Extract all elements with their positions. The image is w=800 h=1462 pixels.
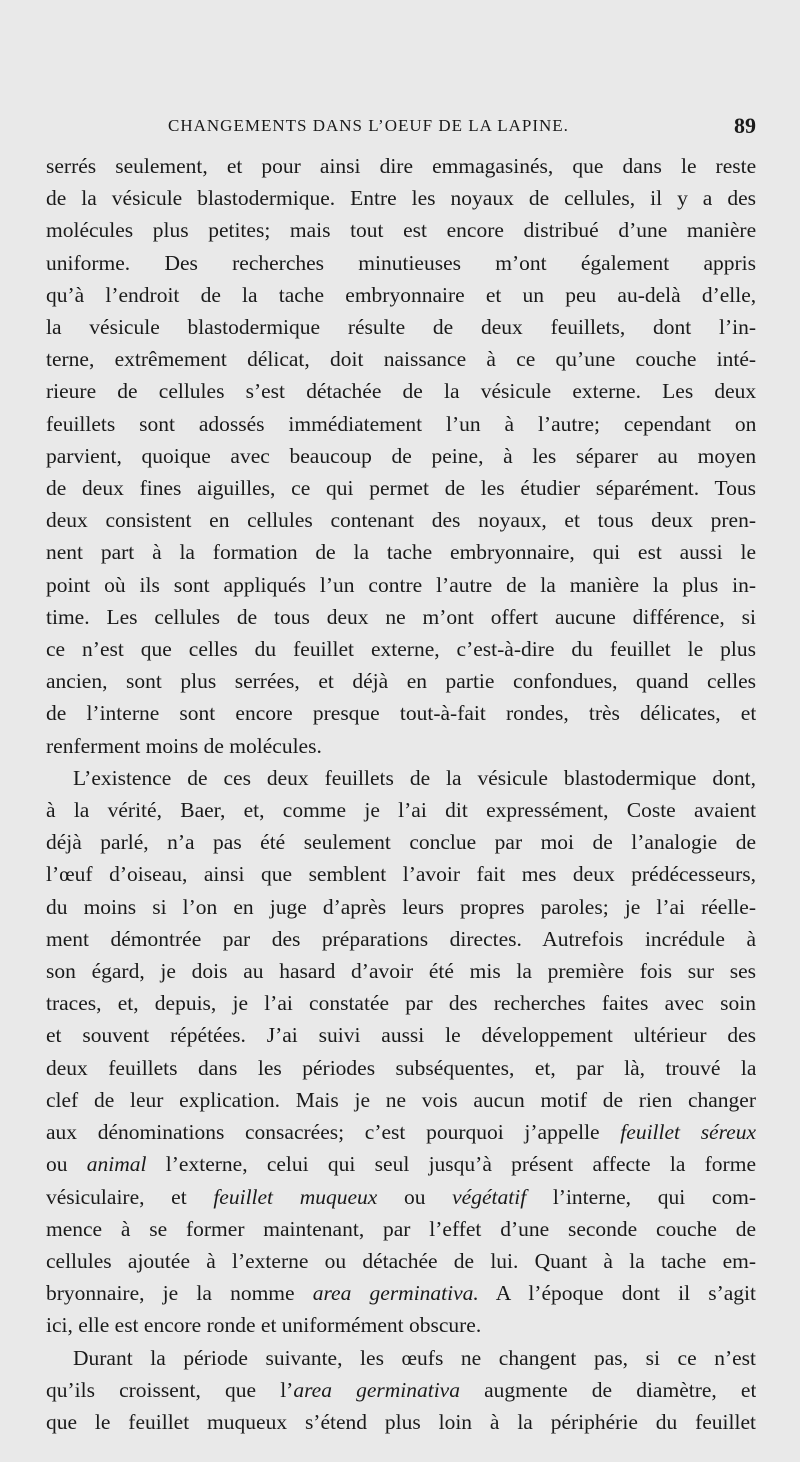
text-line: ment démontrée par des préparations directes. Autrefois incrédule à: [46, 926, 756, 951]
text-line: du moins si l’on en juge d’après leurs propres paroles; je l’ai réelle-: [46, 894, 756, 919]
text-line: clef de leur explication. Mais je ne vois aucun motif de rien changer: [46, 1087, 756, 1112]
text-run: ou: [377, 1184, 453, 1209]
text-line: cellules ajoutée à l’externe ou détachée de lui. Quant à la tache em-: [46, 1248, 756, 1273]
italic-term: area germinativa.: [312, 1281, 479, 1306]
text-line: et souvent répétées. J’ai suivi aussi le développement ultérieur des: [46, 1023, 756, 1048]
text-line: son égard, je dois au hasard d’avoir été mis la première fois sur ses: [46, 959, 756, 984]
text-line: de l’interne sont encore presque tout-à-fait rondes, très délicates, et: [46, 701, 756, 726]
italic-term: area germinativa: [293, 1377, 460, 1402]
paragraph-2: [46, 762, 756, 1342]
text-line: à la vérité, Baer, et, comme je l’ai dit expressément, Coste avaient: [46, 798, 756, 823]
text-run: A l’époque dont il s’agit: [478, 1281, 756, 1306]
text-line: feuillets sont adossés immédiatement l’un à l’autre; cependant on: [46, 411, 756, 436]
text-line: mence à se former maintenant, par l’effet d’une seconde couche de: [46, 1216, 756, 1241]
text-run: vésiculaire, et: [46, 1184, 214, 1209]
text-line: la vésicule blastodermique résulte de deux feuillets, dont l’in-: [46, 315, 756, 340]
text-run: qu’ils croissent, que l’: [46, 1377, 294, 1402]
text-line: ancien, sont plus serrées, et déjà en partie confondues, quand celles: [46, 669, 756, 694]
text-line: déjà parlé, n’a pas été seulement conclue par moi de l’analogie de: [46, 830, 756, 855]
page-header: [48, 113, 756, 140]
text-line-mixed: [46, 1277, 756, 1309]
running-title: CHANGEMENTS DANS L’OEUF DE LA LAPINE.: [168, 116, 569, 135]
text-line: time. Les cellules de tous deux ne m’ont offert aucune différence, si: [46, 604, 756, 629]
italic-term: feuillet séreux: [620, 1120, 756, 1145]
text-line: traces, et, depuis, je l’ai constatée par des recherches faites avec soin: [46, 991, 756, 1016]
text-run: l’interne, qui com-: [526, 1184, 756, 1209]
italic-term: végétatif: [452, 1184, 527, 1209]
text-run: ou: [46, 1152, 87, 1177]
text-line-mixed: [46, 1374, 756, 1406]
text-line: rieure de cellules s’est détachée de la vésicule externe. Les deux: [46, 379, 756, 404]
text-line: nent part à la formation de la tache embryonnaire, qui est aussi le: [46, 540, 756, 565]
text-run: augmente de diamètre, et: [459, 1377, 756, 1402]
text-line: deux feuillets dans les périodes subséquentes, et, par là, trouvé la: [46, 1055, 756, 1080]
text-line: serrés seulement, et pour ainsi dire emmagasinés, que dans le reste: [46, 154, 756, 178]
paragraph-1: [46, 150, 756, 762]
text-run: aux dénominations consacrées; c’est pourquoi j’appelle: [46, 1120, 621, 1145]
text-line: l’œuf d’oiseau, ainsi que semblent l’avoir fait mes deux prédécesseurs,: [46, 862, 756, 887]
text-line: ce n’est que celles du feuillet externe, c’est-à-dire du feuillet le plus: [46, 637, 756, 662]
text-line: deux consistent en cellules contenant des noyaux, et tous deux pren-: [46, 508, 756, 533]
text-line: de la vésicule blastodermique. Entre les noyaux de cellules, il y a des: [46, 186, 756, 211]
text-line: terne, extrêmement délicat, doit naissance à ce qu’une couche inté-: [46, 347, 756, 372]
text-line: renferment moins de molécules.: [46, 733, 322, 758]
text-line-mixed: [46, 1116, 756, 1148]
italic-term: feuillet muqueux: [213, 1184, 378, 1209]
paragraph-3: [46, 1342, 756, 1439]
text-line: Durant la période suivante, les œufs ne changent pas, si ce n’est: [73, 1345, 756, 1370]
text-run: bryonnaire, je la nomme: [46, 1281, 313, 1306]
text-line-mixed: [46, 1181, 756, 1213]
text-line: de deux fines aiguilles, ce qui permet de les étudier séparément. Tous: [46, 476, 756, 501]
text-line: ici, elle est encore ronde et uniformément obscure.: [46, 1313, 482, 1338]
text-run: l’externe, celui qui seul jusqu’à présent affecte la forme: [146, 1152, 756, 1177]
body-text: [46, 150, 756, 1438]
page-number: 89: [734, 113, 756, 138]
text-line: uniforme. Des recherches minutieuses m’ont également appris: [46, 250, 756, 275]
text-line: point où ils sont appliqués l’un contre l’autre de la manière la plus in-: [46, 572, 756, 597]
text-line: qu’à l’endroit de la tache embryonnaire et un peu au-delà d’elle,: [46, 282, 756, 307]
text-line: molécules plus petites; mais tout est encore distribué d’une manière: [46, 218, 756, 243]
text-line: parvient, quoique avec beaucoup de peine, à les séparer au moyen: [46, 443, 756, 468]
italic-term: animal: [86, 1152, 147, 1177]
text-line-mixed: [46, 1148, 756, 1180]
text-line: L’existence de ces deux feuillets de la vésicule blastodermique dont,: [73, 765, 756, 790]
text-line: que le feuillet muqueux s’étend plus loin à la périphérie du feuillet: [46, 1409, 756, 1434]
